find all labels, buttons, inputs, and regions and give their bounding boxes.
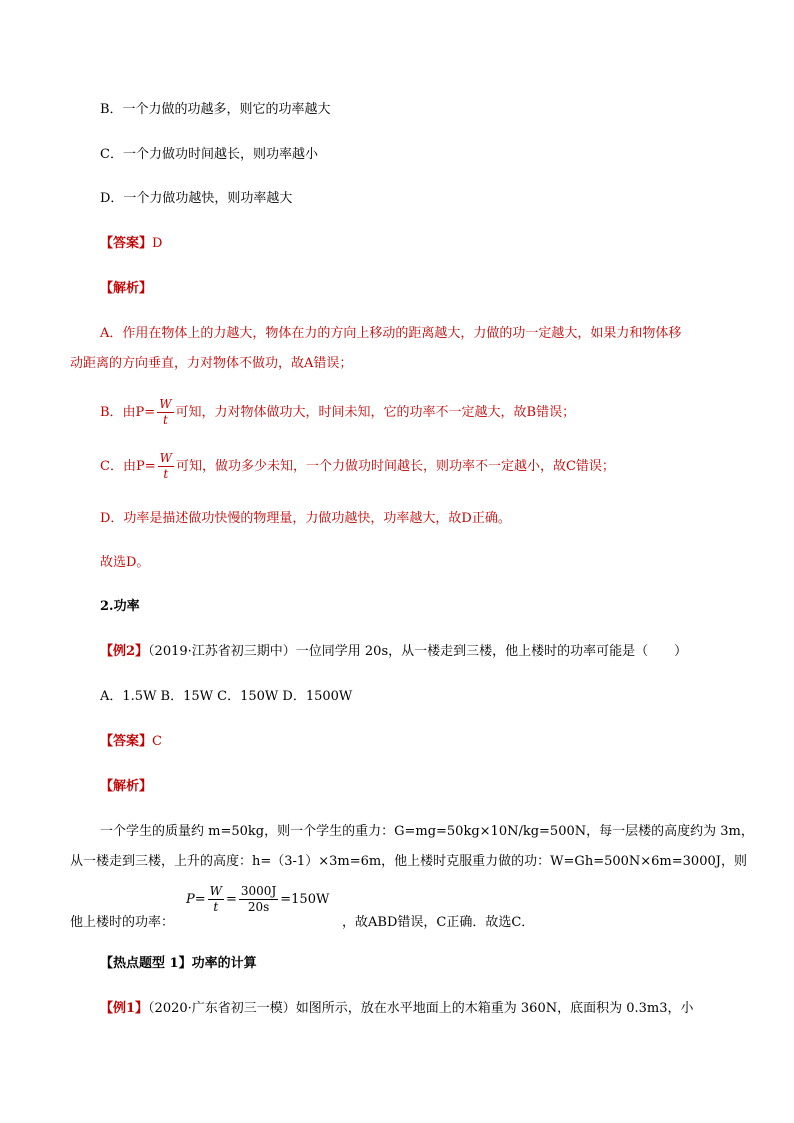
- solution-line1: 一个学生的质量约 m=50kg，则一个学生的重力：G=mg=50kg×10N/kg=500N，每一层楼的高度约为 3m，: [100, 824, 754, 839]
- analysis-a-line2: 动距离的方向垂直，力对物体不做功，故A错误；: [70, 356, 353, 371]
- example-2-options: A．1.5W B．15W C．150W D．1500W: [100, 689, 353, 704]
- formula-fraction-values: [239, 884, 278, 915]
- analysis-c: [100, 451, 615, 482]
- power-formula: [186, 884, 329, 915]
- formula-w: W: [209, 884, 222, 898]
- formula-denominator-20s: 20s: [247, 900, 270, 914]
- analysis-b-suffix: 可知，力对物体做功大，时间未知，它的功率不一定越大，故B错误；: [175, 405, 576, 420]
- analysis-c-suffix: 可知，做功多少未知，一个力做功时间越长，则功率不一定越小，故C错误；: [175, 459, 615, 474]
- option-b: B．一个力做的功越多，则它的功率越大: [100, 102, 331, 117]
- answer-value: D: [152, 236, 163, 251]
- solution-line3-prefix: 他上楼时的功率：: [70, 915, 175, 930]
- analysis-c-prefix: C．由P=: [100, 459, 156, 474]
- formula-numerator-3000j: 3000J: [240, 884, 277, 898]
- example-2-label: 【例2】: [100, 644, 149, 659]
- formula-p: P: [186, 892, 195, 907]
- hot-topic-heading: 【热点题型 1】功率的计算: [100, 956, 257, 971]
- power-fraction-c: [158, 451, 174, 482]
- answer-value-2: C: [152, 734, 162, 749]
- fraction-numerator: W: [159, 397, 172, 411]
- analysis-conclusion: 故选D。: [100, 555, 150, 570]
- solution-line2: 从一楼走到三楼，上升的高度：h=（3-1）×3m=6m，他上楼时克服重力做的功：W=Gh=500N×6m=3000J，则: [70, 854, 747, 869]
- fraction-denominator: t: [163, 467, 169, 481]
- fraction-numerator: W: [159, 451, 172, 465]
- analysis-b: [100, 397, 575, 428]
- answer-label: 【答案】: [100, 236, 153, 251]
- analysis-a-line1: A．作用在物体上的力越大，物体在力的方向上移动的距离越大，力做的功一定越大，如果力和物体移: [100, 326, 682, 341]
- analysis-d: D．功率是描述做功快慢的物理量，力做功越快，功率越大，故D正确。: [100, 511, 511, 526]
- analysis-b-prefix: B．由P=: [100, 405, 156, 420]
- analysis-label: 【解析】: [100, 281, 153, 296]
- formula-equals-2: =: [226, 892, 237, 907]
- solution-line3-suffix: ，故ABD错误，C正确．故选C．: [342, 915, 535, 930]
- formula-fraction-wt: [208, 884, 224, 915]
- hot-example-label: 【例1】: [100, 1001, 149, 1016]
- option-c: C．一个力做功时间越长，则功率越小: [100, 147, 318, 162]
- option-d: D．一个力做功越快，则功率越大: [100, 191, 293, 206]
- answer-label-2: 【答案】: [100, 734, 153, 749]
- example-2-text: （2019·江苏省初三期中）一位同学用 20s，从一楼走到三楼，他上楼时的功率可能是（ ）: [148, 644, 688, 659]
- answer-row-2: [100, 733, 162, 751]
- power-fraction-b: [157, 397, 173, 428]
- formula-result: =150W: [280, 892, 330, 907]
- fraction-denominator: t: [162, 413, 168, 427]
- analysis-label-2: 【解析】: [100, 779, 153, 794]
- solution-line3: [70, 914, 534, 932]
- hot-example-text: （2020·广东省初三一模）如图所示，放在水平地面上的木箱重为 360N，底面积为 0.3m3，小: [148, 1001, 694, 1016]
- answer-row: [100, 235, 162, 253]
- hot-example-1: [100, 1000, 694, 1018]
- formula-equals: =: [194, 892, 206, 907]
- section-heading-power: 2.功率: [100, 599, 140, 614]
- example-2: [100, 643, 687, 661]
- formula-t: t: [213, 900, 219, 914]
